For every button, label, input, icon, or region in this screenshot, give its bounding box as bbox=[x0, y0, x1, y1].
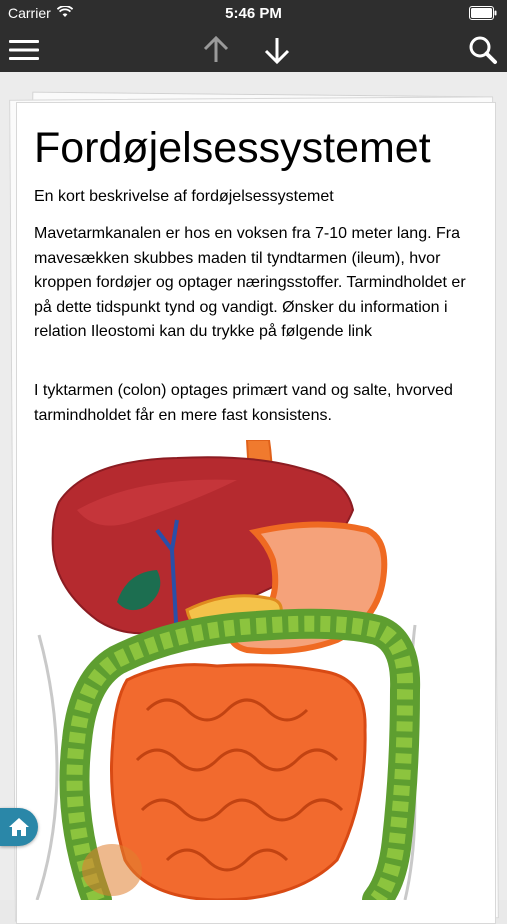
next-button[interactable] bbox=[255, 28, 299, 72]
home-icon bbox=[8, 817, 30, 837]
appendix-shape bbox=[82, 844, 142, 896]
search-icon bbox=[468, 35, 498, 65]
menu-button[interactable] bbox=[2, 28, 46, 72]
article-subtitle: En kort beskrivelse af fordøjelsessystemet bbox=[34, 188, 334, 205]
search-button[interactable] bbox=[461, 28, 505, 72]
carrier-label: Carrier bbox=[8, 5, 51, 21]
top-toolbar bbox=[0, 28, 507, 72]
previous-button[interactable] bbox=[194, 28, 238, 72]
digestive-system-illustration bbox=[17, 440, 493, 900]
menu-icon bbox=[8, 38, 40, 62]
article-paragraph-1: Mavetarmkanalen er hos en voksen fra 7-10 meter lang. Fra mavesækken skubbes maden til tyndtarmen (ileum), hvor kroppen fordøjer og optager næringsstoffer. Tarmindholdet er på dette tidspunkt tynd og vandigt. Ønsker du information i relation Ileostomi kan du trykke på følgende link bbox=[34, 225, 466, 340]
small-intestine-shape bbox=[112, 665, 366, 900]
home-button[interactable] bbox=[0, 808, 38, 846]
battery-icon bbox=[469, 6, 497, 23]
article-title: Fordøjelsessystemet bbox=[34, 124, 431, 172]
arrow-down-icon bbox=[262, 35, 292, 65]
body-outline-left bbox=[37, 635, 57, 900]
status-time: 5:46 PM bbox=[225, 5, 282, 22]
status-bar bbox=[0, 0, 507, 28]
arrow-up-icon bbox=[201, 35, 231, 65]
article-paragraph-2: I tyktarmen (colon) optages primært vand og salte, hvorved tarmindholdet får en mere fast konsistens. bbox=[34, 382, 453, 424]
